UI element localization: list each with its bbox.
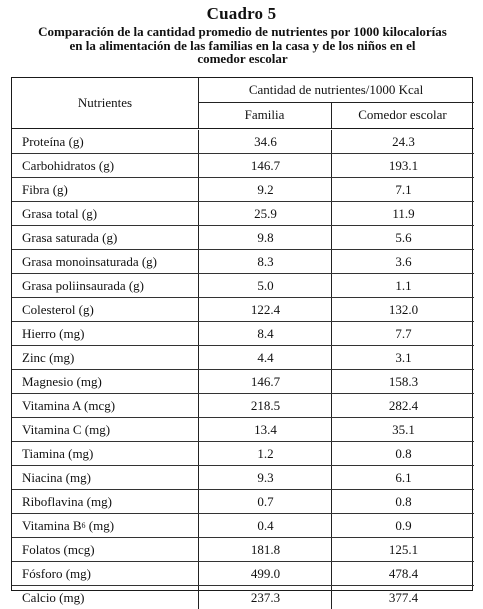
header-quantity-group: Cantidad de nutrientes/1000 Kcal <box>198 78 474 103</box>
comedor-value: 132.0 <box>331 298 475 321</box>
nutrient-name: Fósforo (mg) <box>22 565 91 581</box>
table-row <box>12 130 474 154</box>
nutrient-table <box>11 77 473 605</box>
familia-value: 181.8 <box>198 538 332 561</box>
comedor-value: 1.1 <box>331 274 475 297</box>
nutrient-name: Magnesio (mg) <box>22 373 102 389</box>
familia-value: 1.2 <box>198 442 332 465</box>
nutrient-name: Grasa monoinsaturada (g) <box>22 253 158 269</box>
familia-value: 5.0 <box>198 274 332 297</box>
comedor-value: 3.6 <box>331 250 475 273</box>
nutrient-name: Folatos (mcg) <box>22 541 95 557</box>
nutrient-name: Riboflavina (mg) <box>22 493 112 509</box>
page-title: Cuadro 5 <box>206 4 277 23</box>
comedor-value: 377.4 <box>331 586 475 609</box>
table-row <box>12 250 474 274</box>
familia-value: 34.6 <box>198 130 332 153</box>
header-divider <box>12 128 474 129</box>
familia-value: 4.4 <box>198 346 332 369</box>
table-row <box>12 274 474 298</box>
familia-value: 9.3 <box>198 466 332 489</box>
caption-line: en la alimentación de las familias en la casa y de los niños en el <box>69 37 416 53</box>
nutrient-name: Niacina (mg) <box>22 469 91 485</box>
table-caption <box>2 25 483 66</box>
familia-value: 237.3 <box>198 586 332 609</box>
comedor-value: 282.4 <box>331 394 475 417</box>
comedor-value: 5.6 <box>331 226 475 249</box>
comedor-value: 3.1 <box>331 346 475 369</box>
table-row <box>12 466 474 490</box>
comedor-value: 193.1 <box>331 154 475 177</box>
comedor-value: 24.3 <box>331 130 475 153</box>
table-row <box>12 538 474 562</box>
nutrient-name: Zinc (mg) <box>22 349 75 365</box>
familia-value: 9.8 <box>198 226 332 249</box>
table-row <box>12 226 474 250</box>
table-row <box>12 202 474 226</box>
familia-value: 0.7 <box>198 490 332 513</box>
table-row <box>12 298 474 322</box>
table-row <box>12 442 474 466</box>
nutrient-name: Grasa poliinsaurada (g) <box>22 277 145 293</box>
table-row <box>12 562 474 586</box>
table-row <box>12 322 474 346</box>
familia-value: 146.7 <box>198 154 332 177</box>
familia-value: 218.5 <box>198 394 332 417</box>
table-row <box>12 370 474 394</box>
familia-value: 0.4 <box>198 514 332 537</box>
comedor-value: 7.1 <box>331 178 475 201</box>
familia-value: 122.4 <box>198 298 332 321</box>
header-nutrients: Nutrientes <box>12 78 199 128</box>
nutrient-name: Colesterol (g) <box>22 301 94 317</box>
nutrient-name: Tiamina (mg) <box>22 445 94 461</box>
table-row <box>12 346 474 370</box>
comedor-value: 6.1 <box>331 466 475 489</box>
nutrient-name: Hierro (mg) <box>22 325 85 341</box>
familia-value: 25.9 <box>198 202 332 225</box>
comedor-value: 158.3 <box>331 370 475 393</box>
nutrient-name: Vitamina A (mcg) <box>22 397 116 413</box>
nutrient-name: Vitamina B 6 (mg) <box>22 517 115 533</box>
table-row <box>12 490 474 514</box>
familia-value: 146.7 <box>198 370 332 393</box>
familia-value: 8.4 <box>198 322 332 345</box>
familia-value: 499.0 <box>198 562 332 585</box>
nutrient-name: Carbohidratos (g) <box>22 157 115 173</box>
nutrient-name: Fibra (g) <box>22 181 68 197</box>
table-row <box>12 394 474 418</box>
comedor-value: 7.7 <box>331 322 475 345</box>
header-familia: Familia <box>198 102 332 128</box>
comedor-value: 125.1 <box>331 538 475 561</box>
table-row <box>12 178 474 202</box>
comedor-value: 0.9 <box>331 514 475 537</box>
nutrient-name: Calcio (mg) <box>22 589 85 605</box>
table-row <box>12 586 474 609</box>
table-row <box>12 154 474 178</box>
comedor-value: 478.4 <box>331 562 475 585</box>
comedor-value: 0.8 <box>331 490 475 513</box>
nutrient-name: Vitamina C (mg) <box>22 421 111 437</box>
header-comedor: Comedor escolar <box>358 107 447 122</box>
comedor-value: 0.8 <box>331 442 475 465</box>
nutrient-name: Grasa saturada (g) <box>22 229 118 245</box>
familia-value: 13.4 <box>198 418 332 441</box>
comedor-value: 11.9 <box>331 202 475 225</box>
comedor-value: 35.1 <box>331 418 475 441</box>
caption-line: comedor escolar <box>197 51 288 66</box>
familia-value: 9.2 <box>198 178 332 201</box>
table-body <box>12 130 474 609</box>
familia-value: 8.3 <box>198 250 332 273</box>
table-row <box>12 418 474 442</box>
table-row <box>12 514 474 538</box>
nutrient-name: Proteína (g) <box>22 133 84 149</box>
caption-line: Comparación de la cantidad promedio de nutrientes por 1000 kilocalorías <box>38 24 447 39</box>
nutrient-name: Grasa total (g) <box>22 205 98 221</box>
